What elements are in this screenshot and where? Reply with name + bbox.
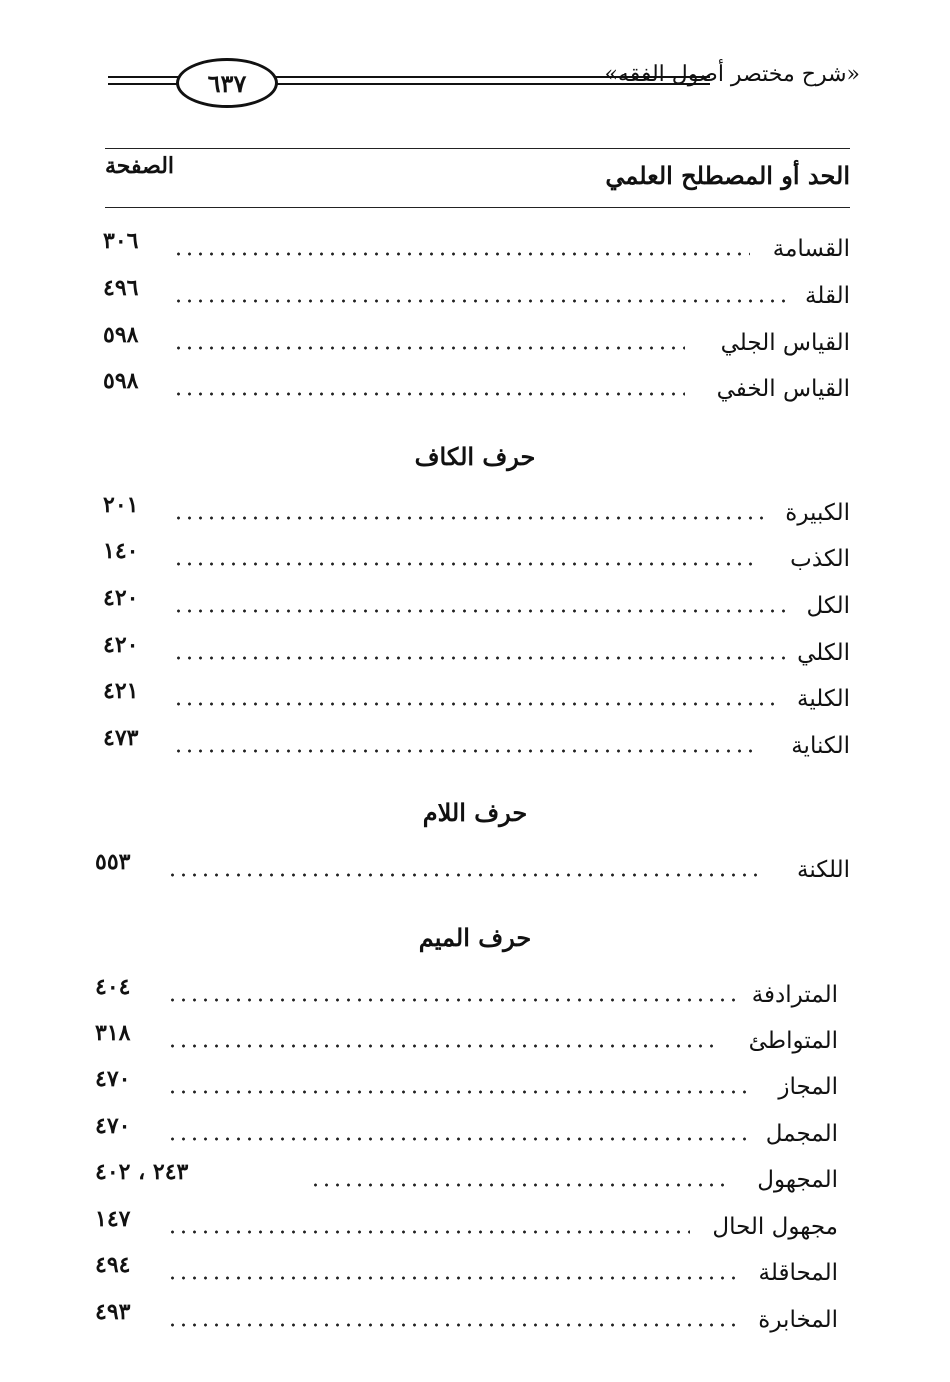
index-entry bbox=[95, 1299, 850, 1347]
index-entry bbox=[95, 1113, 850, 1161]
leader-dots bbox=[173, 392, 685, 396]
entry-term: الكناية bbox=[791, 733, 850, 759]
entry-page: ٤٧٣ bbox=[103, 725, 139, 751]
index-entry bbox=[95, 492, 850, 540]
entry-page: ٤٠٤ bbox=[95, 974, 131, 1000]
entry-term: المخابرة bbox=[758, 1307, 838, 1333]
index-entry bbox=[95, 322, 850, 370]
leader-dots bbox=[167, 1230, 690, 1234]
entry-term: مجهول الحال bbox=[712, 1214, 838, 1240]
index-entry bbox=[95, 849, 850, 897]
index-entry bbox=[95, 1159, 850, 1207]
entry-page: ٤٢١ bbox=[103, 678, 139, 704]
entry-term: القياس الخفي bbox=[716, 376, 850, 402]
entry-term: المحاقلة bbox=[758, 1260, 838, 1286]
entry-page: ٢٤٣ ، ٤٠٢ bbox=[95, 1159, 189, 1185]
index-entry bbox=[95, 228, 850, 276]
leader-dots bbox=[310, 1183, 725, 1187]
section-heading-lam: حرف اللام bbox=[422, 798, 528, 827]
entry-term: الكذب bbox=[790, 546, 850, 572]
leader-dots bbox=[173, 702, 774, 706]
index-entry bbox=[95, 275, 850, 323]
leader-dots bbox=[173, 516, 764, 520]
entry-term: القلة bbox=[805, 283, 850, 309]
index-entry bbox=[95, 1252, 850, 1300]
index-entry bbox=[95, 678, 850, 726]
page-column-heading: الصفحة bbox=[105, 153, 175, 179]
index-entry bbox=[95, 974, 850, 1022]
entry-term: المجمل bbox=[765, 1121, 838, 1147]
entry-page: ٤٧٠ bbox=[95, 1113, 131, 1139]
entry-term: الكلي bbox=[797, 640, 850, 666]
leader-dots bbox=[173, 252, 750, 256]
entry-page: ٤٩٤ bbox=[95, 1252, 131, 1278]
index-entry bbox=[95, 585, 850, 633]
entry-term: القياس الجلي bbox=[720, 330, 850, 356]
leader-dots bbox=[173, 749, 758, 753]
index-entry bbox=[95, 1066, 850, 1114]
leader-dots bbox=[173, 656, 788, 660]
entry-term: الكلية bbox=[797, 686, 850, 712]
entry-term: الكبيرة bbox=[785, 500, 850, 526]
index-entry bbox=[95, 368, 850, 416]
entry-page: ٤٩٦ bbox=[103, 275, 139, 301]
entry-page: ٣١٨ bbox=[95, 1020, 131, 1046]
index-entry bbox=[95, 1020, 850, 1068]
leader-dots bbox=[173, 346, 685, 350]
leader-dots bbox=[167, 1044, 720, 1048]
leader-dots bbox=[167, 873, 760, 877]
entry-term: المجاز bbox=[778, 1074, 838, 1100]
entry-term: الكل bbox=[806, 593, 850, 619]
entry-page: ٤٢٠ bbox=[103, 632, 139, 658]
entry-page: ٥٩٨ bbox=[103, 368, 139, 394]
entry-term: اللكنة bbox=[797, 857, 850, 883]
index-entry bbox=[95, 632, 850, 680]
leader-dots bbox=[173, 562, 760, 566]
leader-dots bbox=[167, 998, 735, 1002]
leader-dots bbox=[167, 1090, 754, 1094]
entry-page: ١٤٧ bbox=[95, 1206, 131, 1232]
entry-page: ٥٩٨ bbox=[103, 322, 139, 348]
entry-term: المتواطئ bbox=[748, 1028, 838, 1054]
section-heading-kaf: حرف الكاف bbox=[414, 442, 536, 471]
entry-page: ١٤٠ bbox=[103, 538, 139, 564]
entry-term: القسامة bbox=[772, 236, 850, 262]
entry-term: المترادفة bbox=[751, 982, 838, 1008]
leader-dots bbox=[173, 609, 790, 613]
page-number: ٦٣٧ bbox=[176, 58, 278, 108]
column-header bbox=[105, 148, 850, 208]
term-column-heading: الحد أو المصطلح العلمي bbox=[605, 161, 850, 190]
index-entry bbox=[95, 1206, 850, 1254]
leader-dots bbox=[167, 1137, 752, 1141]
entry-page: ٣٠٦ bbox=[103, 228, 139, 254]
entry-page: ٢٠١ bbox=[103, 492, 139, 518]
book-title: «شرح مختصر أصول الفقه» bbox=[604, 62, 860, 87]
entry-page: ٤٩٣ bbox=[95, 1299, 131, 1325]
index-entry bbox=[95, 538, 850, 586]
section-heading-mim: حرف الميم bbox=[418, 923, 532, 952]
running-header bbox=[100, 58, 860, 118]
leader-dots bbox=[167, 1323, 738, 1327]
leader-dots bbox=[173, 299, 786, 303]
leader-dots bbox=[167, 1276, 742, 1280]
entry-page: ٤٧٠ bbox=[95, 1066, 131, 1092]
entry-term: المجهول bbox=[757, 1167, 838, 1193]
entry-page: ٥٥٣ bbox=[95, 849, 131, 875]
index-entry bbox=[95, 725, 850, 773]
entry-page: ٤٢٠ bbox=[103, 585, 139, 611]
